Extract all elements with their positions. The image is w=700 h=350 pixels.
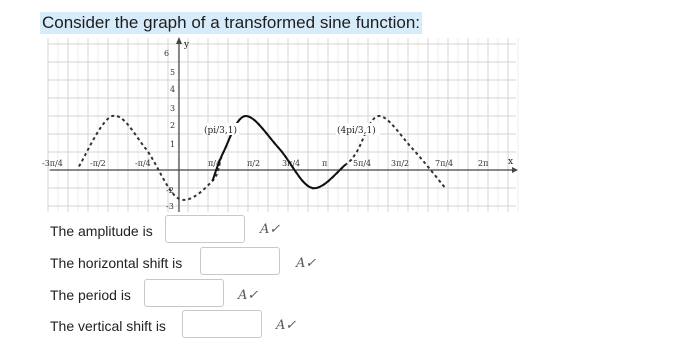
y-tick-label: 2: [170, 121, 176, 130]
x-axis-arrow-icon: [512, 167, 518, 173]
sine-graph: [40, 36, 520, 214]
x-tick-label: 2π: [478, 159, 489, 168]
period-label: The period is: [50, 287, 131, 303]
vertical-shift-input[interactable]: [182, 310, 262, 338]
x-tick-label: -π/4: [135, 159, 151, 168]
y-axis-label: y: [184, 40, 190, 50]
annotation-pi-over-3: (pi/3,1): [204, 126, 238, 136]
x-tick-labels: [42, 159, 488, 168]
y-tick-label: 5: [170, 68, 176, 77]
y-tick-label: 4: [170, 85, 176, 94]
y-tick-labels: [164, 49, 175, 211]
horizontal-shift-input[interactable]: [200, 247, 280, 275]
graph-canvas: [40, 36, 520, 214]
grid: [48, 38, 520, 212]
period-input[interactable]: [144, 279, 224, 307]
amplitude-input[interactable]: [165, 215, 245, 243]
x-tick-label: π/2: [247, 159, 261, 168]
x-tick-label: 3π/4: [282, 159, 301, 168]
question-prompt: Consider the graph of a transformed sine function:: [42, 13, 420, 32]
x-tick-label: 3π/2: [391, 159, 410, 168]
spellcheck-icon[interactable]: A✓: [276, 318, 297, 333]
horizontal-shift-label: The horizontal shift is: [50, 255, 183, 271]
annotation-4pi-over-3: (4pi/3,1): [337, 126, 376, 136]
amplitude-label: The amplitude is: [50, 223, 153, 239]
spellcheck-icon[interactable]: A✓: [296, 256, 317, 271]
y-tick-label: -3: [166, 202, 174, 211]
x-axis-label: x: [508, 157, 514, 167]
y-axis-arrow-icon: [176, 37, 182, 44]
x-tick-label: π: [322, 159, 328, 168]
y-tick-label: -2: [166, 186, 174, 195]
x-tick-label: -π/2: [90, 159, 106, 168]
y-tick-label: 3: [170, 104, 176, 113]
x-tick-label: 7π/4: [435, 159, 454, 168]
x-tick-label: -3π/4: [42, 159, 63, 168]
y-tick-label: 6: [164, 49, 170, 58]
spellcheck-icon[interactable]: A✓: [260, 222, 281, 237]
x-tick-label: π/4: [208, 159, 222, 168]
y-tick-label: 1: [170, 140, 176, 149]
vertical-shift-label: The vertical shift is: [50, 318, 166, 334]
x-tick-label: 5π/4: [353, 159, 372, 168]
spellcheck-icon[interactable]: A✓: [238, 288, 259, 303]
